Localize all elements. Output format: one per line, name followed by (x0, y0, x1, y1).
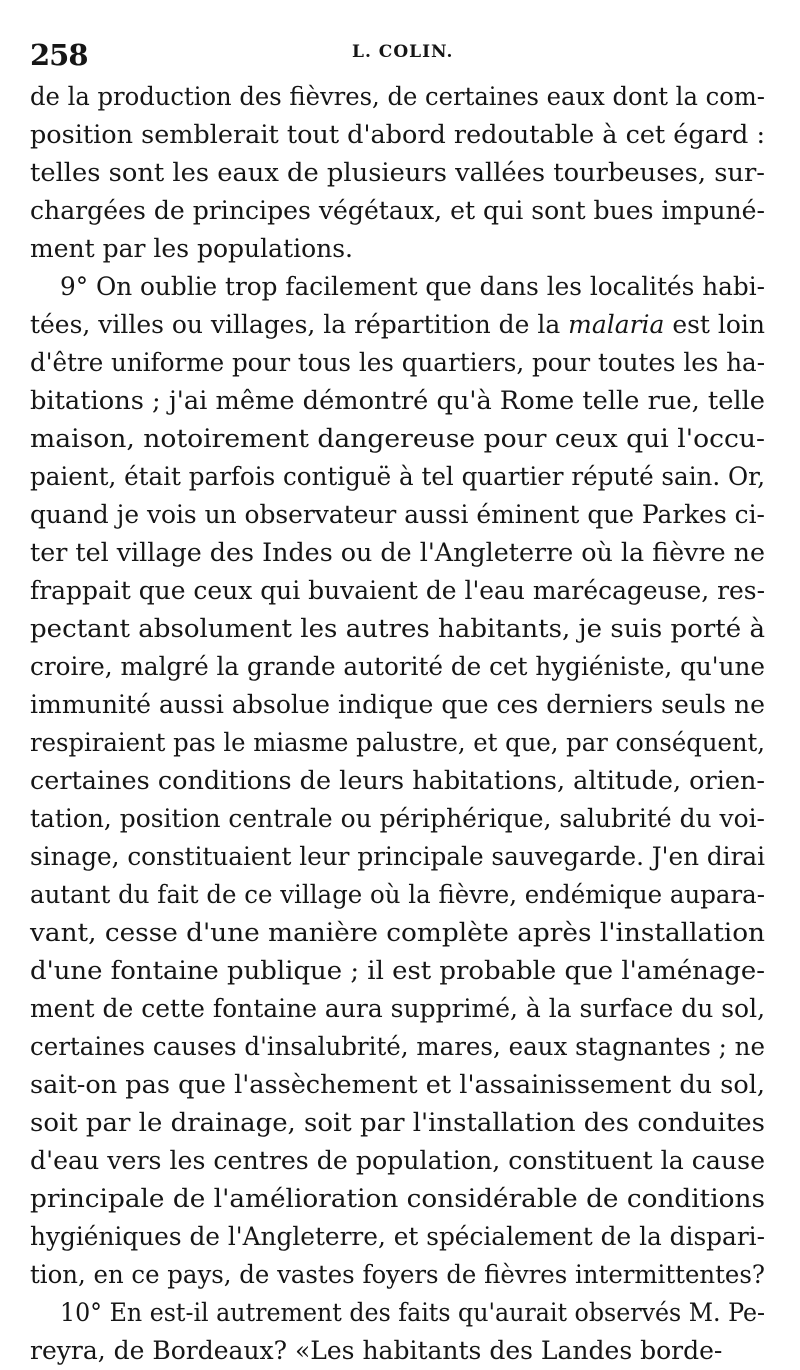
page-number: 258 (30, 38, 88, 72)
text-line: tion, en ce pays, de vastes foyers de fièvres intermittentes? (30, 1260, 765, 1289)
running-head: L. COLIN. (352, 42, 454, 62)
body-text (30, 78, 765, 1370)
text-line: pectant absolument les autres habitants, je suis porté à (30, 614, 766, 643)
text-line: d'eau vers les centres de population, constituent la cause (30, 1146, 766, 1175)
text-line: chargées de principes végétaux, et qui sont bues impuné- (30, 196, 766, 225)
text-line: autant du fait de ce village où la fièvre, endémique aupara- (30, 880, 765, 909)
text-line: tation, position centrale ou périphérique, salubrité du voi- (30, 804, 765, 833)
text-line: ter tel village des Indes ou de l'Angleterre où la fièvre ne (30, 538, 765, 567)
text-line: frappait que ceux qui buvaient de l'eau marécageuse, res- (30, 576, 766, 605)
text-line: d'une fontaine publique ; il est probable que l'aménage- (30, 956, 766, 985)
text-line: sait-on pas que l'assèchement et l'assainissement du sol, (30, 1070, 765, 1099)
text-line: sinage, constituaient leur principale sauvegarde. J'en dirai (30, 842, 766, 871)
text-line: bitations ; j'ai même démontré qu'à Rome telle rue, telle (30, 386, 765, 415)
text-line: telles sont les eaux de plusieurs vallées tourbeuses, sur- (30, 158, 765, 187)
text-line: d'être uniforme pour tous les quartiers, pour toutes les ha- (30, 348, 766, 377)
text-line: immunité aussi absolue indique que ces derniers seuls ne (30, 690, 765, 719)
text-line: paient, était parfois contiguë à tel quartier réputé sain. Or, (30, 462, 766, 491)
italic-term: malaria (568, 310, 665, 339)
text-line: reyra, de Bordeaux? «Les habitants des Landes borde- (30, 1336, 723, 1365)
text-line: croire, malgré la grande autorité de cet hygiéniste, qu'une (30, 652, 766, 681)
text-line: maison, notoirement dangereuse pour ceux qui l'occu- (30, 424, 766, 453)
text-line: certaines causes d'insalubrité, mares, eaux stagnantes ; ne (30, 1032, 765, 1061)
paragraph-start-line: 9° On oublie trop facilement que dans les localités habi- (60, 272, 765, 301)
text-line: de la production des fièvres, de certaines eaux dont la com- (30, 82, 766, 111)
text-line: soit par le drainage, soit par l'installation des conduites (30, 1108, 765, 1137)
text-line: certaines conditions de leurs habitations, altitude, orien- (30, 766, 765, 795)
text-line: quand je vois un observateur aussi éminent que Parkes ci- (30, 500, 765, 529)
text-line: ment par les populations. (30, 234, 353, 263)
page-header (30, 38, 770, 78)
text-line-with-italic: tées, villes ou villages, la répartition de la malaria est loin (30, 310, 765, 339)
text-line: respiraient pas le miasme palustre, et que, par conséquent, (30, 728, 765, 757)
text-line: ment de cette fontaine aura supprimé, à la surface du sol, (30, 994, 766, 1023)
paragraph-start-line: 10° En est-il autrement des faits qu'aurait observés M. Pe- (60, 1298, 766, 1327)
text-line: hygiéniques de l'Angleterre, et spécialement de la dispari- (30, 1222, 765, 1251)
text-line: position semblerait tout d'abord redoutable à cet égard : (30, 120, 766, 149)
text-line: principale de l'amélioration considérable de conditions (30, 1184, 765, 1213)
text-line: vant, cesse d'une manière complète après l'installation (30, 918, 766, 947)
